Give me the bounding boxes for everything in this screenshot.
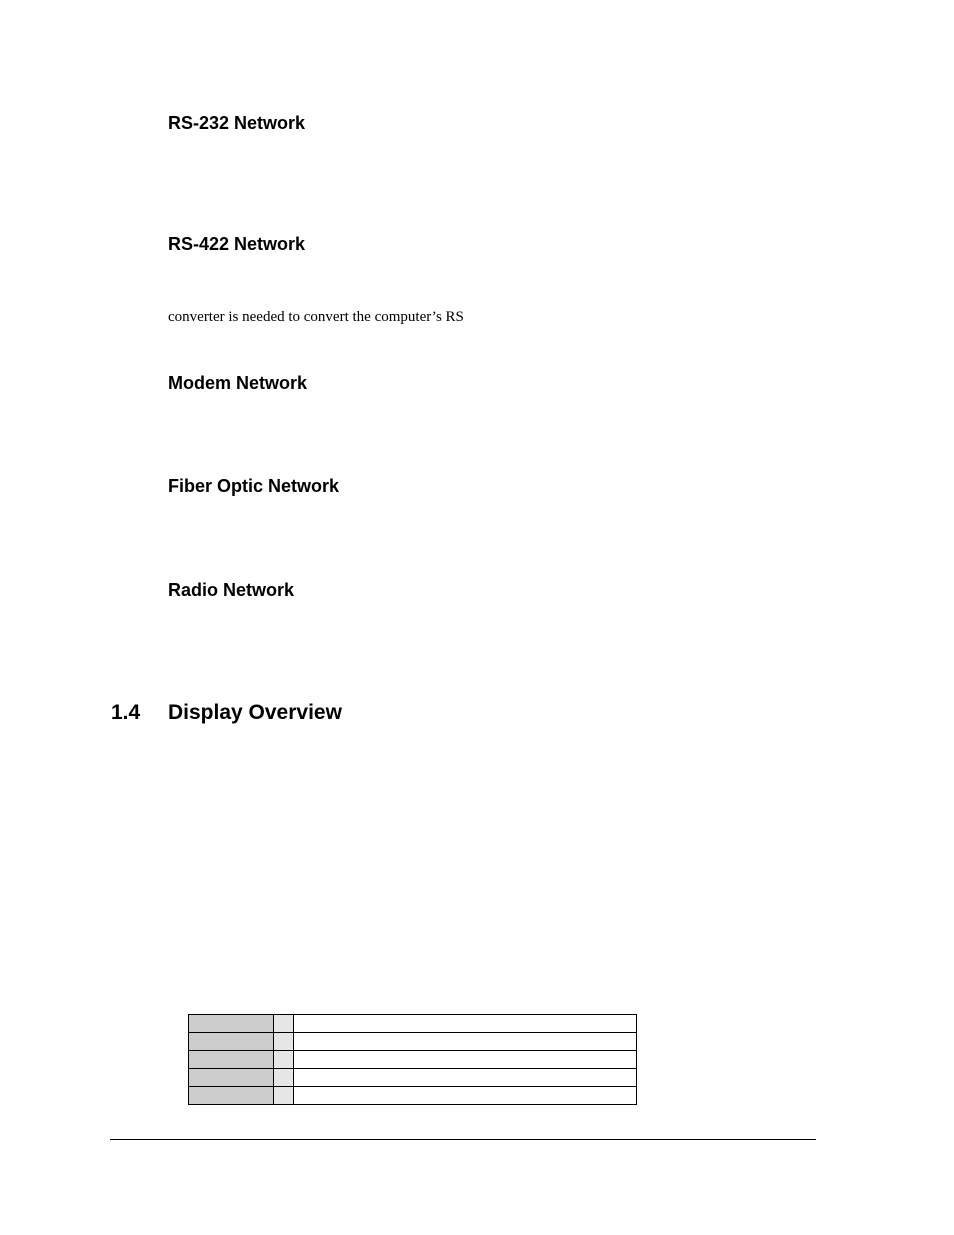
- table-row: [189, 1051, 637, 1069]
- table-symbol-cell: [274, 1033, 294, 1051]
- table-key-cell: [189, 1051, 274, 1069]
- heading-radio-network: Radio Network: [168, 580, 295, 600]
- table-row: [189, 1033, 637, 1051]
- section-heading-display-overview: [111, 700, 342, 726]
- table-description-cell: [294, 1033, 637, 1051]
- rs422-paragraph-fragment: converter is needed to convert the computer’s RS: [168, 309, 464, 325]
- table-row: [189, 1087, 637, 1105]
- table-symbol-cell: [274, 1087, 294, 1105]
- table-symbol-cell: [274, 1069, 294, 1087]
- table-description-cell: [294, 1069, 637, 1087]
- heading-rs422-network: RS-422 Network: [168, 234, 306, 254]
- table-row: [189, 1015, 637, 1033]
- table-key-cell: [189, 1033, 274, 1051]
- table-symbol-cell: [274, 1015, 294, 1033]
- table-key-cell: [189, 1069, 274, 1087]
- table-description-cell: [294, 1051, 637, 1069]
- table-row: [189, 1069, 637, 1087]
- heading-modem-network: Modem Network: [168, 373, 308, 393]
- legend-table: [188, 1014, 637, 1105]
- table-description-cell: [294, 1015, 637, 1033]
- footer-divider: [110, 1139, 816, 1140]
- table-key-cell: [189, 1087, 274, 1105]
- heading-fiber-optic-network: Fiber Optic Network: [168, 476, 340, 496]
- table-symbol-cell: [274, 1051, 294, 1069]
- section-number: 1.4: [111, 701, 141, 724]
- table-description-cell: [294, 1087, 637, 1105]
- heading-rs232-network: RS-232 Network: [168, 113, 306, 133]
- table-key-cell: [189, 1015, 274, 1033]
- section-title: Display Overview: [168, 701, 342, 724]
